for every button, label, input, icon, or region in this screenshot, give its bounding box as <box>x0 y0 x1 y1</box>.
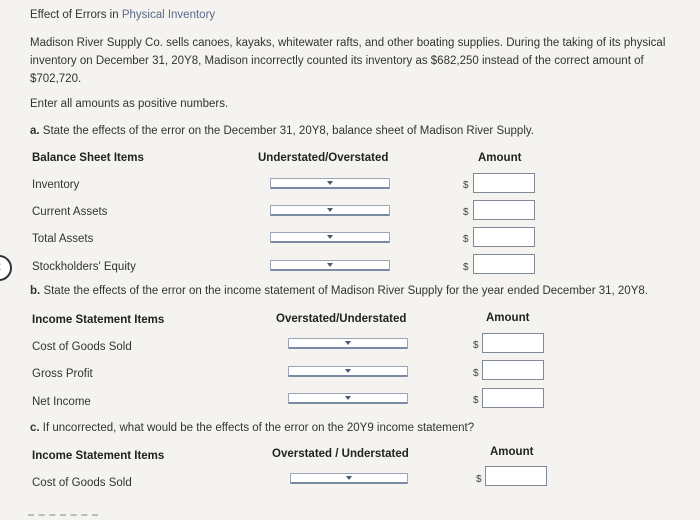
currency-symbol: $ <box>463 262 469 273</box>
part-b-gross-profit-direction-select[interactable] <box>288 366 408 377</box>
chevron-down-icon <box>345 396 351 400</box>
instruction-text: Enter all amounts as positive numbers. <box>30 98 229 110</box>
part-b-cogs-direction-select[interactable] <box>288 338 408 349</box>
currency-symbol: $ <box>463 207 469 218</box>
part-b-row-label: Gross Profit <box>32 368 93 380</box>
part-c-col-amount: Amount <box>490 446 534 458</box>
chevron-down-icon <box>327 208 333 212</box>
divider <box>28 514 98 516</box>
part-a-col-items: Balance Sheet Items <box>32 152 144 164</box>
part-a-equity-amount-input[interactable] <box>473 254 535 274</box>
part-a-total-assets-amount-input[interactable] <box>473 227 535 247</box>
part-c-col-direction: Overstated / Understated <box>272 448 409 460</box>
chevron-down-icon <box>345 369 351 373</box>
part-b-col-amount: Amount <box>486 312 530 324</box>
currency-symbol: $ <box>473 395 479 406</box>
part-b-row-label: Net Income <box>32 396 91 408</box>
part-a-col-direction: Understated/Overstated <box>258 152 389 164</box>
part-a-current-assets-direction-select[interactable] <box>270 205 390 216</box>
problem-description: Madison River Supply Co. sells canoes, kayaks, whitewater rafts, and other boating supplies. During the taking of its physical inventory on December 31, 20Y8, Madison incorrectly counted its inventory as $682,250 instead of the correct amount of $702,720. <box>30 37 666 85</box>
part-a-row-label: Current Assets <box>32 206 108 218</box>
part-c-col-items: Income Statement Items <box>32 450 165 462</box>
chevron-down-icon <box>327 235 333 239</box>
part-a-row-label: Total Assets <box>32 233 94 245</box>
currency-symbol: $ <box>476 474 482 485</box>
part-a-total-assets-direction-select[interactable] <box>270 232 390 243</box>
chevron-down-icon <box>327 181 333 185</box>
title-highlight: Physical Inventory <box>121 9 216 21</box>
part-a-col-amount: Amount <box>478 152 522 164</box>
chevron-down-icon <box>346 476 352 480</box>
currency-symbol: $ <box>463 180 469 191</box>
part-b-gross-profit-amount-input[interactable] <box>482 360 544 380</box>
part-a-row-label: Stockholders' Equity <box>32 261 136 273</box>
part-a-row-label: Inventory <box>32 179 80 191</box>
part-c-cogs-direction-select[interactable] <box>290 473 408 484</box>
part-c-cogs-amount-input[interactable] <box>485 466 547 486</box>
part-a-inventory-direction-select[interactable] <box>270 178 390 189</box>
part-a-current-assets-amount-input[interactable] <box>473 200 535 220</box>
page-title: Effect of Errors in Physical Inventory <box>30 9 216 21</box>
part-c-row-label: Cost of Goods Sold <box>32 477 132 489</box>
part-b-row-label: Cost of Goods Sold <box>32 341 132 353</box>
part-b-question: b. State the effects of the error on the income statement of Madison River Supply for the year ended December 31, 20Y8. <box>30 285 648 297</box>
part-c-question: c. If uncorrected, what would be the effects of the error on the 20Y9 income statement? <box>30 422 475 434</box>
part-b-col-direction: Overstated/Understated <box>276 313 407 325</box>
part-a-inventory-amount-input[interactable] <box>473 173 535 193</box>
part-a-equity-direction-select[interactable] <box>270 260 390 271</box>
part-b-net-income-direction-select[interactable] <box>288 393 408 404</box>
previous-button[interactable] <box>0 255 12 281</box>
chevron-down-icon <box>345 341 351 345</box>
currency-symbol: $ <box>473 340 479 351</box>
currency-symbol: $ <box>463 234 469 245</box>
currency-symbol: $ <box>473 368 479 379</box>
part-b-net-income-amount-input[interactable] <box>482 388 544 408</box>
chevron-left-icon <box>0 258 1 276</box>
part-b-cogs-amount-input[interactable] <box>482 333 544 353</box>
chevron-down-icon <box>327 263 333 267</box>
part-b-col-items: Income Statement Items <box>32 314 165 326</box>
part-a-question: a. State the effects of the error on the December 31, 20Y8, balance sheet of Madison River Supply. <box>30 125 534 137</box>
